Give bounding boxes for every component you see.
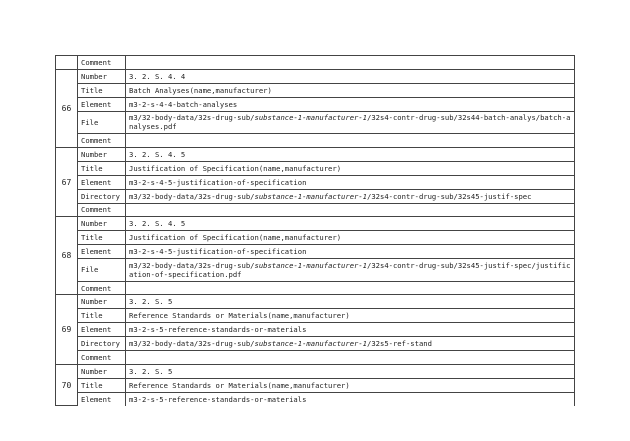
field-label: Title: [78, 161, 126, 175]
table-row: [56, 309, 575, 323]
table-row: [56, 337, 575, 351]
path-substance: substance-1-manufacturer-1: [254, 260, 368, 270]
row-number-70: 70: [56, 364, 78, 405]
ectd-structure-table: [55, 55, 575, 406]
field-label: Title: [78, 231, 126, 245]
field-value: [126, 203, 575, 217]
table-row: [56, 323, 575, 337]
file-path: [126, 111, 575, 134]
field-value: 3. 2. S. 5: [126, 364, 575, 378]
field-value: 3. 2. S. 4. 5: [126, 147, 575, 161]
field-label: Title: [78, 309, 126, 323]
field-label: Directory: [78, 337, 126, 351]
field-label: Element: [78, 323, 126, 337]
table-row: [56, 111, 575, 134]
field-value: m3-2-s-4-5-justification-of-specification: [126, 245, 575, 259]
directory-path: [126, 337, 575, 351]
field-label: Number: [78, 69, 126, 83]
field-label: Comment: [78, 281, 126, 295]
field-value: 3. 2. S. 4. 5: [126, 217, 575, 231]
field-label: Directory: [78, 189, 126, 203]
field-label: Element: [78, 392, 126, 405]
path-substance: substance-1-manufacturer-1: [254, 113, 368, 123]
table-row: [56, 134, 575, 148]
field-value: Justification of Specification(name,manufacturer): [126, 231, 575, 245]
field-value: 3. 2. S. 4. 4: [126, 69, 575, 83]
field-label: Comment: [78, 134, 126, 148]
table-row: [56, 217, 575, 231]
path-suffix: /32s5-ref-stand: [367, 339, 432, 349]
field-label: Number: [78, 364, 126, 378]
path-prefix: m3/32-body-data/32s-drug-sub/: [129, 191, 255, 201]
table-row: [56, 69, 575, 83]
field-label: File: [78, 111, 126, 134]
row-number-67: 67: [56, 147, 78, 216]
field-value: m3-2-s-4-4-batch-analyses: [126, 97, 575, 111]
table-row: [56, 56, 575, 70]
row-number-69: 69: [56, 295, 78, 364]
field-value: [126, 134, 575, 148]
field-label: Title: [78, 378, 126, 392]
path-suffix: /32s4-contr-drug-sub/32s45-justif-spec: [367, 191, 532, 201]
field-label: Element: [78, 245, 126, 259]
field-value: Reference Standards or Materials(name,manufacturer): [126, 378, 575, 392]
field-value: 3. 2. S. 5: [126, 295, 575, 309]
path-prefix: m3/32-body-data/32s-drug-sub/: [129, 113, 255, 123]
table-row: [56, 259, 575, 282]
field-value: [126, 56, 575, 70]
field-label: Element: [78, 97, 126, 111]
field-value: m3-2-s-4-5-justification-of-specification: [126, 175, 575, 189]
table-row: [56, 147, 575, 161]
row-number-cell: [56, 56, 78, 70]
field-value: Reference Standards or Materials(name,manufacturer): [126, 309, 575, 323]
field-label: Number: [78, 295, 126, 309]
path-prefix: m3/32-body-data/32s-drug-sub/: [129, 339, 255, 349]
table-row: [56, 203, 575, 217]
row-number-68: 68: [56, 217, 78, 295]
table-row: [56, 364, 575, 378]
field-value: [126, 351, 575, 365]
field-label: Number: [78, 147, 126, 161]
table-row: [56, 161, 575, 175]
table-row: [56, 97, 575, 111]
field-label: File: [78, 259, 126, 282]
table-row: [56, 351, 575, 365]
field-label: Comment: [78, 56, 126, 70]
path-suffix: /32s4-contr-drug-sub/32s44-batch-analys/batch-analyses.pdf: [129, 113, 571, 132]
table-row: [56, 281, 575, 295]
field-value: Justification of Specification(name,manufacturer): [126, 161, 575, 175]
field-label: Number: [78, 217, 126, 231]
table-row: [56, 231, 575, 245]
field-label: Element: [78, 175, 126, 189]
field-value: m3-2-s-5-reference-standards-or-materials: [126, 392, 575, 405]
file-path: [126, 259, 575, 282]
field-label: Comment: [78, 351, 126, 365]
path-substance: substance-1-manufacturer-1: [254, 339, 368, 349]
path-suffix: /32s4-contr-drug-sub/32s45-justif-spec/justification-of-specification.pdf: [129, 260, 571, 279]
field-value: Batch Analyses(name,manufacturer): [126, 83, 575, 97]
field-label: Comment: [78, 203, 126, 217]
field-label: Title: [78, 83, 126, 97]
table-row: [56, 83, 575, 97]
table-row: [56, 392, 575, 405]
path-prefix: m3/32-body-data/32s-drug-sub/: [129, 260, 255, 270]
row-number-66: 66: [56, 69, 78, 147]
table-row: [56, 378, 575, 392]
field-value: m3-2-s-5-reference-standards-or-materials: [126, 323, 575, 337]
table-row: [56, 175, 575, 189]
table-row: [56, 295, 575, 309]
table-row: [56, 245, 575, 259]
directory-path: [126, 189, 575, 203]
path-substance: substance-1-manufacturer-1: [254, 191, 368, 201]
field-value: [126, 281, 575, 295]
table-row: [56, 189, 575, 203]
